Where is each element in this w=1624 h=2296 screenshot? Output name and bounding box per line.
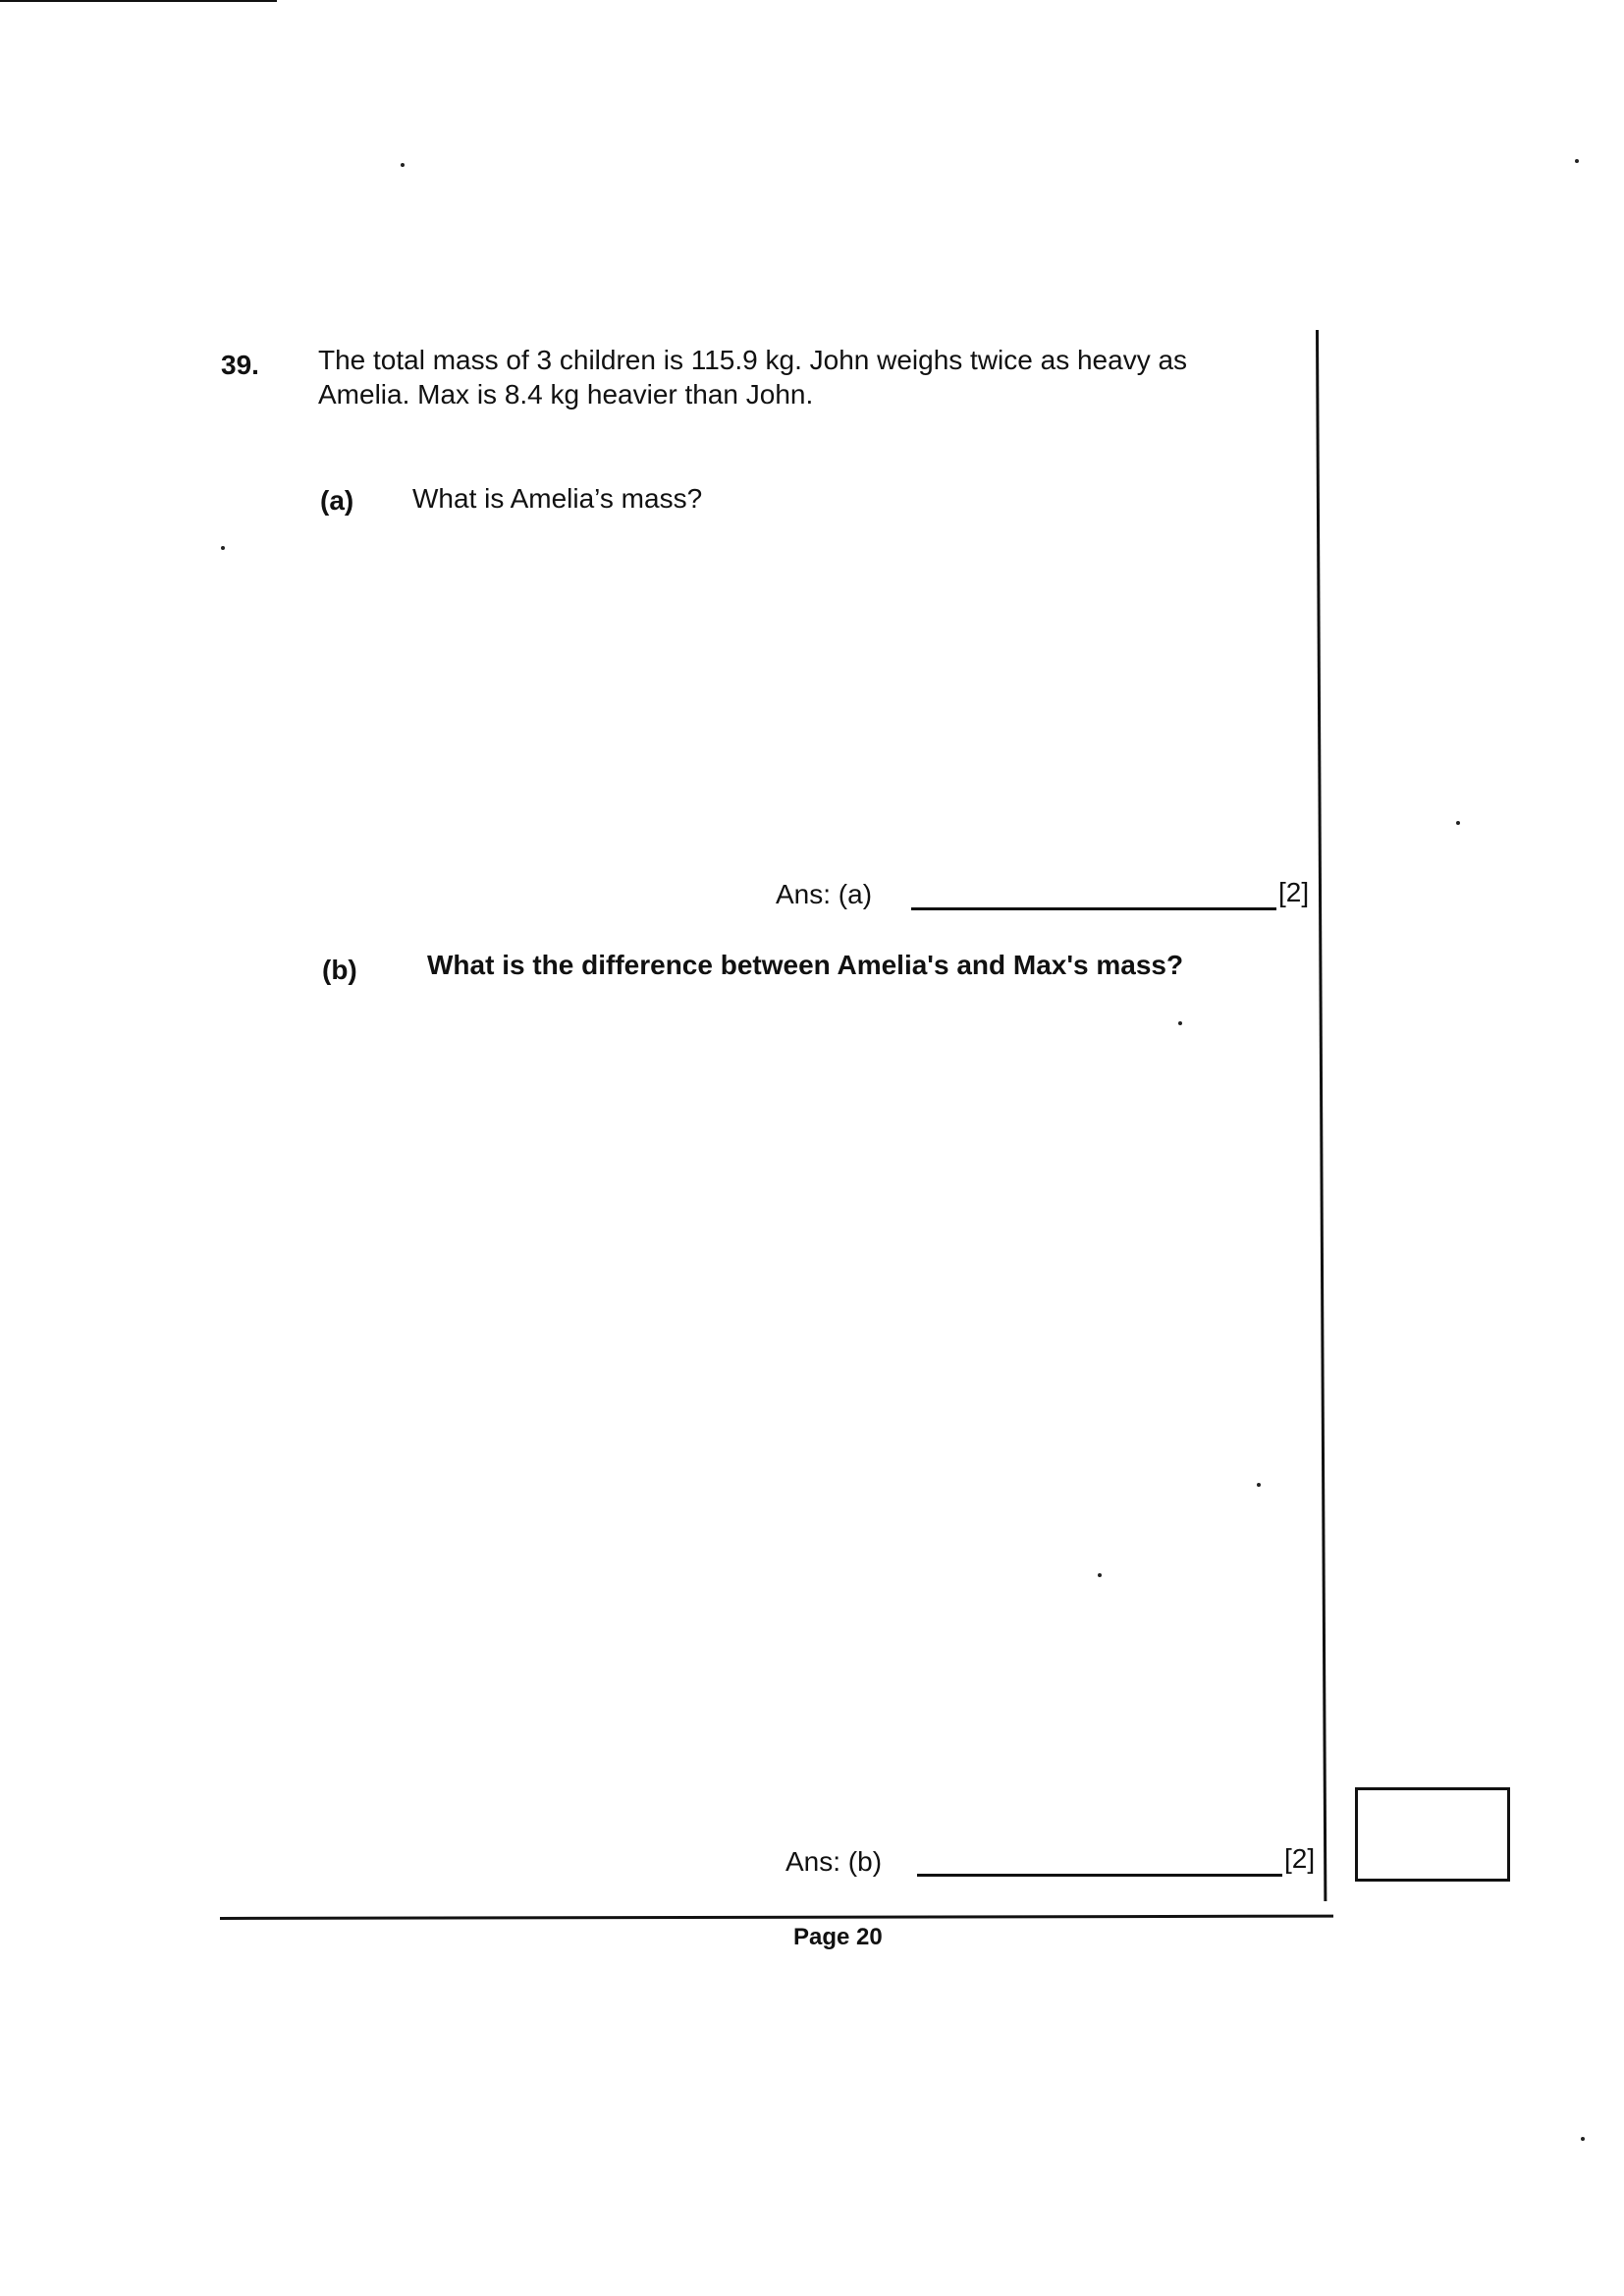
scan-speck — [1456, 821, 1460, 825]
part-a-label: (a) — [320, 485, 354, 516]
part-a-answer-label: Ans: (a) — [776, 879, 873, 909]
scan-edge-line — [0, 0, 277, 2]
part-b-answer-line[interactable] — [917, 1874, 1282, 1877]
marks-box[interactable] — [1355, 1787, 1510, 1882]
scan-speck — [1581, 2137, 1585, 2141]
scan-speck — [1098, 1573, 1102, 1577]
part-a-question: What is Amelia’s mass? — [412, 483, 703, 514]
question-stem-line-2: Amelia. Max is 8.4 kg heavier than John. — [318, 379, 814, 410]
question-number: 39. — [221, 350, 259, 380]
question-stem-line-1: The total mass of 3 children is 115.9 kg. John weighs twice as heavy as — [318, 345, 1188, 375]
scan-speck — [221, 546, 225, 550]
part-b-answer-label: Ans: (b) — [785, 1846, 883, 1877]
right-margin-rule — [1316, 330, 1326, 1901]
part-a-answer-line[interactable] — [911, 907, 1276, 910]
page-number: Page 20 — [793, 1924, 883, 1950]
part-b-label: (b) — [322, 955, 357, 985]
scan-speck — [401, 163, 405, 167]
bottom-rule — [220, 1915, 1333, 1920]
scan-speck — [1178, 1021, 1182, 1025]
part-b-question: What is the difference between Amelia's and Max's mass? — [427, 950, 1184, 980]
part-a-marks: [2] — [1278, 877, 1310, 907]
part-b-marks: [2] — [1284, 1843, 1316, 1874]
scan-speck — [1575, 159, 1579, 163]
scan-speck — [1257, 1483, 1261, 1487]
